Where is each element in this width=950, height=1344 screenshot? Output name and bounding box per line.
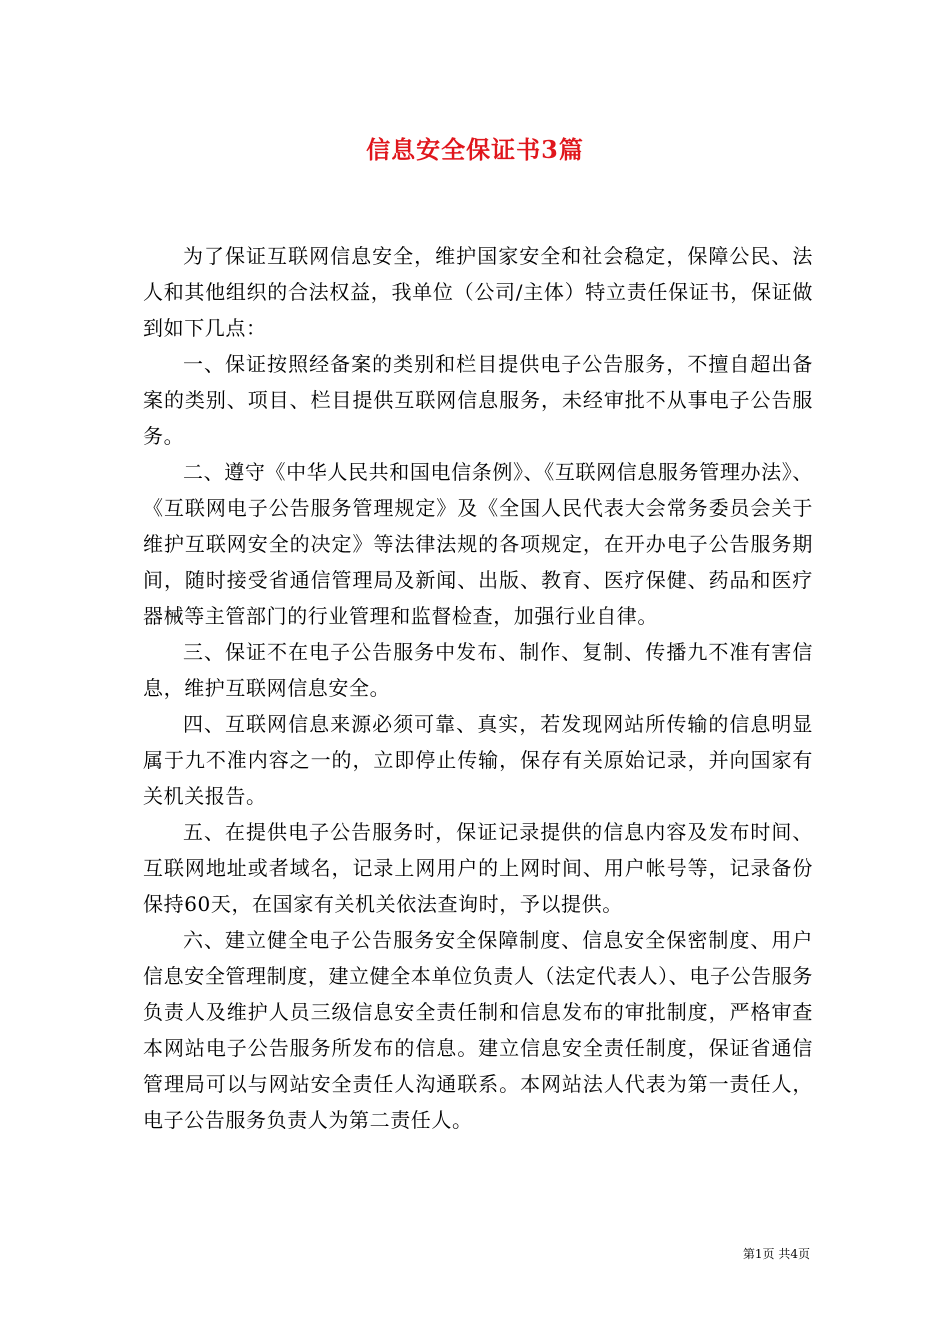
paragraph-item-3: 三、保证不在电子公告服务中发布、制作、复制、传播九不准有害信息，维护互联网信息安全。 <box>143 640 813 700</box>
paragraph-intro: 为了保证互联网信息安全，维护国家安全和社会稳定，保障公民、法人和其他组织的合法权益，我单位（公司/主体）特立责任保证书，保证做到如下几点： <box>143 244 813 340</box>
document-title: 信息安全保证书3篇 <box>366 135 584 164</box>
document-body <box>143 238 813 1138</box>
paragraph-item-4: 四、互联网信息来源必须可靠、真实，若发现网站所传输的信息明显属于九不准内容之一的，立即停止传输，保存有关原始记录，并向国家有关机关报告。 <box>143 712 813 808</box>
page-number-footer: 第1页 共4页 <box>742 1247 810 1261</box>
paragraph-item-6: 六、建立健全电子公告服务安全保障制度、信息安全保密制度、用户信息安全管理制度，建立健全本单位负责人（法定代表人）、电子公告服务负责人及维护人员三级信息安全责任制和信息发布的审批制度，严格审查本网站电子公告服务所发布的信息。建立信息安全责任制度，保证省通信管理局可以与网站安全责任人沟通联系。本网站法人代表为第一责任人，电子公告服务负责人为第二责任人。 <box>143 928 813 1132</box>
paragraph-item-1: 一、保证按照经备案的类别和栏目提供电子公告服务，不擅自超出备案的类别、项目、栏目提供互联网信息服务，未经审批不从事电子公告服务。 <box>143 352 813 448</box>
paragraph-item-5: 五、在提供电子公告服务时，保证记录提供的信息内容及发布时间、互联网地址或者域名，记录上网用户的上网时间、用户帐号等，记录备份保持60天，在国家有关机关依法查询时，予以提供。 <box>143 820 813 916</box>
paragraph-item-2: 二、遵守《中华人民共和国电信条例》、《互联网信息服务管理办法》、《互联网电子公告服务管理规定》及《全国人民代表大会常务委员会关于维护互联网安全的决定》等法律法规的各项规定，在开办电子公告服务期间，随时接受省通信管理局及新闻、出版、教育、医疗保健、药品和医疗器械等主管部门的行业管理和监督检查，加强行业自律。 <box>143 460 813 628</box>
